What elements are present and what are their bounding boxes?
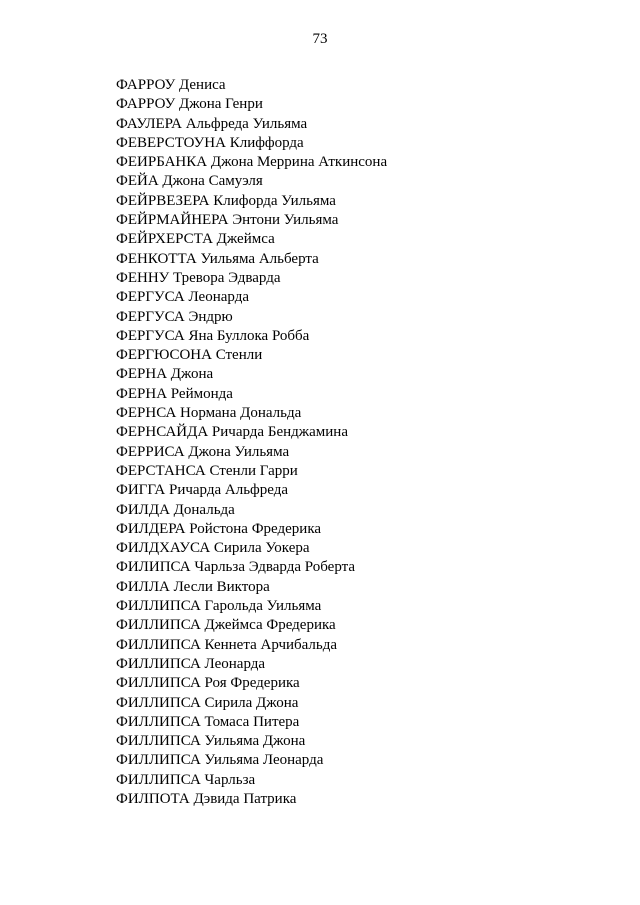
name-list-item: ФЕЙРХЕРСТА Джеймса (116, 231, 275, 248)
name-list-item: ФЕННУ Тревора Эдварда (116, 269, 281, 286)
name-list-item: ФИЛДЕРА Ройстона Фредерика (116, 520, 322, 537)
name-list-item: ФЕРНСАЙДА Ричарда Бенджамина (116, 424, 348, 441)
name-list-item: ФЕРГУСА Леонарда (116, 289, 249, 306)
name-list-item: ФЕЙА Джона Самуэля (116, 173, 263, 190)
name-list-item: ФИЛПОТА Дэвида Патрика (116, 790, 297, 807)
name-list-item: ФЕРНСА Нормана Дональда (116, 405, 302, 422)
name-list-item: ФЕЙРМАЙНЕРА Энтони Уильяма (116, 212, 339, 229)
name-list-item: ФИГГА Ричарда Альфреда (116, 482, 289, 499)
name-list-item: ФАРРОУ Джона Генри (116, 96, 263, 113)
name-list-item: ФЕРСТАНСА Стенли Гарри (116, 462, 298, 479)
name-list (116, 76, 387, 809)
name-list-item: ФЕРРИСА Джона Уильяма (116, 443, 290, 460)
name-list-item: ФЕВЕРСТОУНА Клиффорда (116, 134, 304, 151)
name-list-item: ФИЛИПСА Чарльза Эдварда Роберта (116, 559, 356, 576)
name-list-item: ФИЛЛИПСА Кеннета Арчибальда (116, 636, 338, 653)
name-list-item: ФИЛДА Дональда (116, 501, 235, 518)
name-list-item: ФЕЙРВЕЗЕРА Клифорда Уильяма (116, 192, 336, 209)
name-list-item: ФЕРГЮСОНА Стенли (116, 347, 263, 364)
name-list-item: ФАУЛЕРА Альфреда Уильяма (116, 115, 308, 132)
name-list-item: ФИЛДХАУСА Сирила Уокера (116, 540, 310, 557)
name-list-item: ФАРРОУ Дениса (116, 77, 226, 93)
name-list-item: ФЕРНА Джона (116, 366, 214, 383)
name-list-item: ФИЛЛИПСА Сирила Джона (116, 694, 299, 711)
name-list-item: ФЕРГУСА Яна Буллока Робба (116, 327, 310, 344)
name-list-item: ФЕРГУСА Эндрю (116, 308, 233, 325)
page-number: 73 (312, 31, 328, 47)
name-list-item: ФИЛЛИПСА Уильяма Джона (116, 733, 306, 750)
name-list-item: ФЕИРБАНКА Джона Меррина Аткинсона (116, 154, 388, 171)
name-list-item: ФИЛЛИПСА Гарольда Уильяма (116, 598, 322, 615)
name-list-item: ФИЛЛИПСА Томаса Питера (116, 713, 300, 730)
name-list-item: ФИЛЛИПСА Джеймса Фредерика (116, 617, 336, 634)
name-list-item: ФИЛЛИПСА Леонарда (116, 655, 266, 672)
name-list-item: ФЕРНА Реймонда (116, 385, 233, 402)
name-list-item: ФИЛЛИПСА Роя Фредерика (116, 675, 300, 692)
name-list-item: ФЕНКОТТА Уильяма Альберта (116, 250, 319, 267)
name-list-item: ФИЛЛИПСА Чарльза (116, 771, 256, 788)
name-list-item: ФИЛЛИПСА Уильяма Леонарда (116, 752, 324, 769)
name-list-item: ФИЛЛА Лесли Виктора (116, 578, 270, 595)
